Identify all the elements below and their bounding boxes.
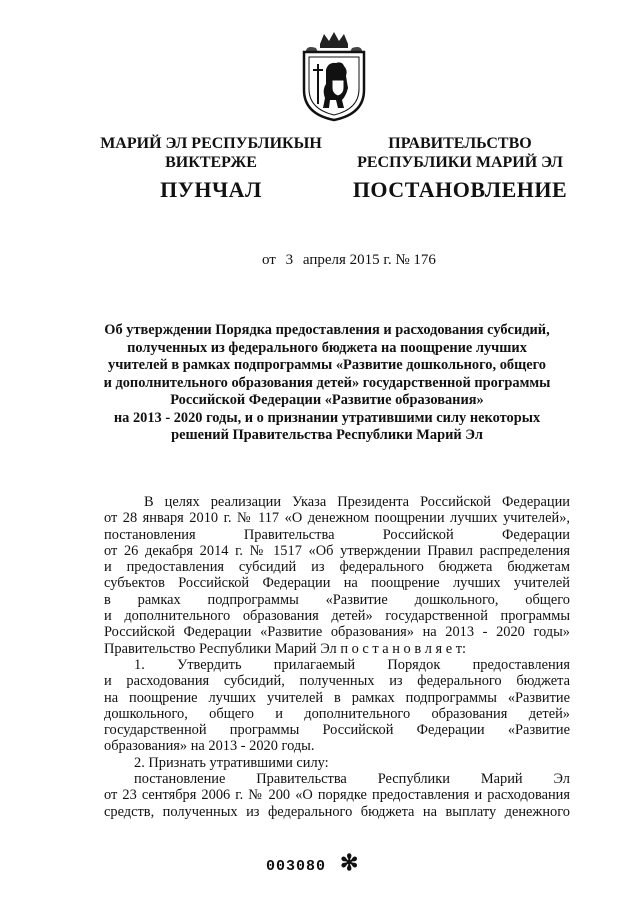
header-right-line1: ПРАВИТЕЛЬСТВО [388,135,532,152]
date-rest: апреля 2015 г. № 176 [302,252,436,268]
header-right-doc-type: ПОСТАНОВЛЕНИЕ [352,177,568,202]
date-day: 3 [285,252,294,268]
body-line: Российской Федерации «Развитие образования» на 2013 - 2020 годы» [104,624,570,641]
body-line: от 23 сентября 2006 г. № 200 «О порядке предоставления и расходования [104,787,570,804]
body-line: средств, полученных из федерального бюджета на выплату денежного [104,803,570,820]
title-line: решений Правительства Республики Марий Эл [171,427,483,443]
body-line: Правительство Республики Марий Эл п о с т а н о в л я е т: [104,640,467,657]
body-line: от 26 декабря 2014 г. № 1517 «Об утверждении Правил распределения [104,542,570,559]
body-line: В целях реализации Указа Президента Российской Федерации [144,494,570,510]
title-line: полученных из федерального бюджета на поощрение лучших [127,339,527,356]
body-line: субъектов Российской Федерации на поощрение лучших учителей [104,575,570,592]
title-line: Российской Федерации «Развитие образования» [170,392,484,408]
body-line: 2. Признать утратившими силу: [134,754,329,771]
header-left-doc-type: ПУНЧАЛ [160,177,262,202]
body-line: и дополнительного образования детей» государственной программы [104,608,570,625]
header-left-block [96,134,326,202]
document-date-line [262,252,436,269]
body-line: 1. Утвердить прилагаемый Порядок предоставления [134,656,570,673]
title-line: и дополнительного образования детей» государственной программы [103,374,551,391]
header-left-line2: ВИКТЕРЖЕ [165,154,257,171]
header-left-line1: МАРИЙ ЭЛ РЕСПУБЛИКЫН [100,135,322,152]
body-line: постановления Правительства Российской Федерации [104,526,570,543]
title-line: учителей в рамках подпрограммы «Развитие дошкольного, общего [108,357,546,373]
body-line: государственной программы Российской Федерации «Развитие [104,722,570,739]
footer-form-number: 003080 [266,858,327,875]
body-line: на поощрение лучших учителей в рамках подпрограммы «Развитие [104,689,570,706]
body-line: дошкольного, общего и дополнительного образования детей» [104,705,570,722]
header-right-line2: РЕСПУБЛИКИ МАРИЙ ЭЛ [357,154,563,171]
body-line: образования» на 2013 - 2020 годы. [104,738,315,755]
date-prefix: от [262,252,276,268]
header-right-block [350,134,570,202]
title-line: Об утверждении Порядка предоставления и расходования субсидий, [104,322,550,338]
document-body [104,494,570,820]
document-title [92,322,562,445]
body-line: и расходования субсидий, полученных из федерального бюджета [104,673,570,690]
footer-asterisk-mark: ✻ [340,850,359,875]
body-line: от 28 января 2010 г. № 117 «О денежном поощрении лучших учителей», [104,510,570,527]
body-line: в рамках подпрограммы «Развитие дошкольного, общего [104,591,570,608]
body-line: и предоставления субсидий из федерального бюджета бюджетам [104,559,570,576]
coat-of-arms-emblem [296,30,372,122]
body-line: постановление Правительства Республики Марий Эл [134,771,570,788]
title-line: на 2013 - 2020 годы, и о признании утратившими силу некоторых [113,409,541,426]
